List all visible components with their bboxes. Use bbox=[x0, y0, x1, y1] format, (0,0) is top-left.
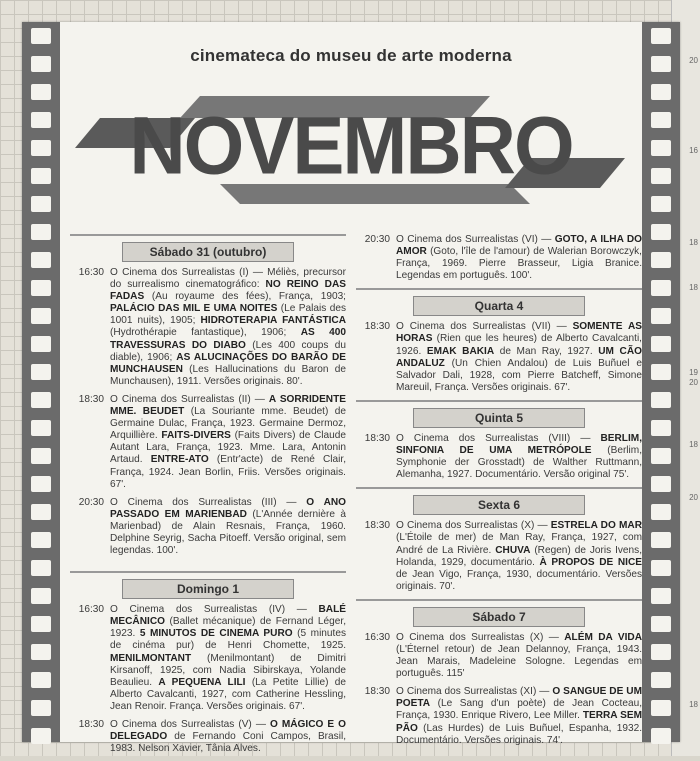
sprocket-hole bbox=[31, 392, 51, 408]
sprocket-hole bbox=[651, 252, 671, 268]
day-divider bbox=[356, 599, 642, 601]
sprocket-hole bbox=[31, 112, 51, 128]
day-divider bbox=[356, 288, 642, 290]
screening-entry bbox=[70, 604, 346, 713]
screening-entry bbox=[70, 497, 346, 557]
sprocket-hole bbox=[31, 700, 51, 716]
sprocket-hole bbox=[31, 28, 51, 44]
sprocket-hole bbox=[651, 392, 671, 408]
strip-number: 20 bbox=[689, 493, 698, 502]
sprocket-hole bbox=[31, 168, 51, 184]
screening-description: O Cinema dos Surrealistas (III) — O ANO PASSADO EM MARIENBAD (L'Année dernière à Marienbad) de Alain Resnais, França, 1960. Delphine Seyrig, Sacha Pitoeff. Versão original, sem legendas. 100'. bbox=[110, 496, 346, 557]
screening-time: 18:30 bbox=[364, 686, 390, 698]
strip-number: 18 bbox=[689, 283, 698, 292]
sprocket-hole bbox=[651, 616, 671, 632]
screening-time: 20:30 bbox=[364, 234, 390, 245]
strip-number: 18 bbox=[689, 440, 698, 449]
sprocket-hole bbox=[651, 476, 671, 492]
sprocket-hole bbox=[31, 476, 51, 492]
month-title: NOVEMBRO bbox=[129, 98, 573, 192]
screening-time: 18:30 bbox=[78, 393, 104, 405]
sprocket-hole bbox=[31, 588, 51, 604]
screening-entry bbox=[70, 719, 346, 755]
sprocket-hole bbox=[651, 560, 671, 576]
day-divider bbox=[70, 571, 346, 573]
day-divider bbox=[356, 400, 642, 402]
sprocket-hole bbox=[31, 140, 51, 156]
sprocket-hole bbox=[651, 336, 671, 352]
sprocket-hole bbox=[651, 364, 671, 380]
screening-description: O Cinema dos Surrealistas (VII) — SOMENTE AS HORAS (Rien que les heures) de Alberto Cavalcanti, 1926. EMAK BAKIA de Man Ray, 1927. UM CÃO ANDALUZ (Un Chien Andalou) de Luis Buñuel e Salvador Dali, 1928, com Pierre Batcheff, Simone Mareuil, França. Versões originais. 67'. bbox=[396, 321, 642, 393]
sprocket-hole bbox=[31, 56, 51, 72]
day-header: Quinta 5 bbox=[413, 408, 585, 428]
sprocket-hole bbox=[31, 644, 51, 660]
sprocket-hole bbox=[31, 504, 51, 520]
strip-number: 20 bbox=[689, 378, 698, 387]
screening-time: 16:30 bbox=[364, 631, 390, 643]
screening-time: 16:30 bbox=[78, 604, 104, 616]
screening-description: O Cinema dos Surrealistas (X) — ESTRELA DO MAR (L'Étoile de mer) de Man Ray, França, 1927, com André de La Rivière. CHUVA (Regen) de Joris Ivens, Holanda, 1929, documentário. À PROPOS DE NICE de Jean Vigo, França, 1930, documentário. Versões originais. 70'. bbox=[396, 520, 643, 592]
day-divider bbox=[70, 234, 346, 236]
day-header: Domingo 1 bbox=[122, 579, 294, 599]
screening-time: 16:30 bbox=[78, 267, 104, 278]
strip-number: 18 bbox=[689, 238, 698, 247]
sprocket-hole bbox=[651, 280, 671, 296]
sprocket-hole bbox=[31, 532, 51, 548]
sprocket-hole bbox=[31, 560, 51, 576]
screening-time: 18:30 bbox=[364, 321, 390, 333]
schedule-columns bbox=[70, 234, 643, 755]
sprocket-hole bbox=[651, 728, 671, 744]
film-strip-left bbox=[22, 22, 60, 742]
screening-entry bbox=[356, 520, 642, 593]
sprocket-hole bbox=[31, 420, 51, 436]
sprocket-hole bbox=[651, 112, 671, 128]
sprocket-hole bbox=[651, 420, 671, 436]
sprocket-hole bbox=[31, 224, 51, 240]
sprocket-hole bbox=[31, 728, 51, 744]
screening-entry bbox=[70, 394, 346, 491]
sprocket-hole bbox=[651, 224, 671, 240]
program-page bbox=[22, 22, 680, 755]
sprocket-hole bbox=[651, 644, 671, 660]
strip-number: 20 bbox=[689, 56, 698, 65]
sprocket-hole bbox=[31, 84, 51, 100]
sprocket-hole bbox=[651, 532, 671, 548]
screening-description: O Cinema dos Surrealistas (IV) — BALÉ MECÂNICO (Ballet mécanique) de Fernand Léger, 1923. 5 MINUTOS DE CINEMA PURO (5 minutes de cinéma pur) de Henri Chomette, 1925. MENILMONTANT (Menilmontant) de Dimitri Kirsanoff, 1925, com Nadia Sibirskaya, Yolande Beaulieu. A PEQUENA LILI (La Petite Lillie) de Alberto Cavalcanti, 1927, com Catherine Hessling, Jean Renoir. França. Versões originais. 67'. bbox=[110, 604, 346, 712]
day-header: Sexta 6 bbox=[413, 495, 585, 515]
strip-number: 19 bbox=[689, 368, 698, 377]
sprocket-hole bbox=[651, 168, 671, 184]
screening-entry bbox=[356, 686, 642, 746]
screening-description: O Cinema dos Surrealistas (VI) — GOTO, A ILHA DO AMOR (Goto, l'île de l'amour) de Walerian Borowczyk, França, 1969. Pierre Brasseur, Ligia Branice. Legendas em português. 100'. bbox=[396, 234, 642, 282]
film-strip-right bbox=[642, 22, 680, 742]
screening-description: O Cinema dos Surrealistas (II) — A SORRIDENTE MME. BEUDET (La Souriante mme. Beudet) de Germaine Dulac, França, 1923. Germaine Dermoz, Arquillière. FAITS-DIVERS (Faits Divers) de Claude Autant Lara, França, 1923. Mme. Lara, Antonin Artaud. ENTRE-ATO (Entr'acte) de René Clair, França, 1924. Jean Borlin, Friis. Versões originais. 67'. bbox=[110, 393, 347, 490]
screening-time: 18:30 bbox=[364, 520, 390, 532]
sprocket-hole bbox=[651, 308, 671, 324]
schedule-column-left bbox=[70, 234, 346, 761]
page-content bbox=[60, 22, 643, 755]
screening-description: O Cinema dos Surrealistas (XI) — O SANGUE DE UM POETA (Le Sang d'un poète) de Jean Cocteau, França, 1930. Enrique Rivero, Lee Miller. TERRA SEM PÃO (Las Hurdes) de Luis Buñuel, Espanha, 1932. Documentário. Versões originais. 74'. bbox=[396, 686, 642, 746]
sprocket-hole bbox=[651, 84, 671, 100]
screening-description: O Cinema dos Surrealistas (V) — O MÁGICO E O DELEGADO de Fernando Coni Campos, Brasil, 1983. Nelson Xavier, Tânia Alves. bbox=[110, 719, 347, 755]
screening-entry bbox=[356, 632, 642, 680]
strip-number: 18 bbox=[689, 700, 698, 709]
sprocket-hole bbox=[31, 672, 51, 688]
sprocket-hole bbox=[31, 616, 51, 632]
screening-description: O Cinema dos Surrealistas (I) — Méliès, precursor do surrealismo cinematográfico: NO REINO DAS FADAS (Au royaume des fées), França, 1903; PALÁCIO DAS MIL E UMA NOITES (Le Palais des 1001 nuits), 1905; HIDROTERAPIA FANTÁSTICA (Hydrothérapie fantastique), 1906; AS 400 TRAVESSURAS DO DIABO (Les 400 coups du diable), 1906; AS ALUCINAÇÕES DO BARÃO DE MUNCHAUSEN (Les Hallucinations du Baron de Munchausen), 1911. Versões originais. 80'. bbox=[110, 267, 346, 387]
day-header: Sábado 31 (outubro) bbox=[122, 242, 294, 262]
screening-description: O Cinema dos Surrealistas (VIII) — BERLIM, SINFONIA DE UMA METRÓPOLE (Berlim, Symphonie der Grosstadt) de Walther Ruttmann, Alemanha, 1927. Documentário. Versão original 75'. bbox=[396, 432, 643, 481]
screening-time: 18:30 bbox=[78, 719, 104, 730]
strip-number: 16 bbox=[689, 146, 698, 155]
schedule-column-right bbox=[356, 234, 642, 753]
sprocket-hole bbox=[651, 672, 671, 688]
screening-entry bbox=[356, 433, 642, 481]
title-banner bbox=[60, 88, 642, 214]
sprocket-hole bbox=[651, 140, 671, 156]
screening-time: 18:30 bbox=[364, 432, 390, 444]
sprocket-hole bbox=[651, 700, 671, 716]
sprocket-hole bbox=[31, 364, 51, 380]
day-header: Quarta 4 bbox=[413, 296, 585, 316]
sprocket-hole bbox=[31, 336, 51, 352]
screening-entry bbox=[356, 321, 642, 394]
sprocket-hole bbox=[31, 196, 51, 212]
sprocket-hole bbox=[31, 308, 51, 324]
sprocket-hole bbox=[651, 588, 671, 604]
sprocket-hole bbox=[651, 196, 671, 212]
day-divider bbox=[356, 487, 642, 489]
sprocket-hole bbox=[31, 252, 51, 268]
day-header: Sábado 7 bbox=[413, 607, 585, 627]
sprocket-hole bbox=[651, 56, 671, 72]
sprocket-hole bbox=[651, 28, 671, 44]
screening-description: O Cinema dos Surrealistas (X) — ALÉM DA VIDA (L'Éternel retour) de Jean Delannoy, França, 1943. Jean Marais, Madeleine Sologne. Legendas em português. 115' bbox=[396, 631, 642, 680]
screening-time: 20:30 bbox=[78, 496, 104, 508]
sprocket-hole bbox=[651, 448, 671, 464]
sprocket-hole bbox=[31, 448, 51, 464]
sprocket-hole bbox=[31, 280, 51, 296]
organization-title: cinemateca do museu de arte moderna bbox=[190, 46, 512, 65]
screening-entry bbox=[70, 267, 346, 388]
screening-entry bbox=[356, 234, 642, 282]
sprocket-hole bbox=[651, 504, 671, 520]
